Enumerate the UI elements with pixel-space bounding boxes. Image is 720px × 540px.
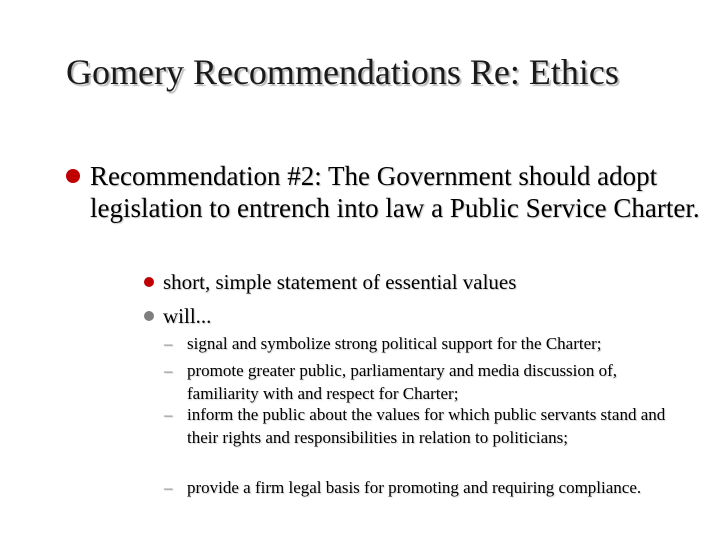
dash-icon: – — [164, 361, 173, 380]
bullet-recommendation — [90, 160, 700, 224]
subbullet-dot-icon — [144, 277, 154, 287]
dash-item-text: signal and symbolize strong political support for the Charter; — [187, 334, 602, 353]
subbullet-dot-icon — [144, 311, 154, 321]
dash-icon: – — [164, 478, 173, 497]
subbullet-text: short, simple statement of essential values — [163, 270, 517, 294]
dash-item-promote — [164, 359, 687, 405]
dash-item-text: provide a firm legal basis for promoting and requiring compliance. — [187, 478, 642, 497]
dash-item-signal — [164, 332, 687, 355]
dash-item-text: promote greater public, parliamentary and media discussion of, familiarity with and respect for Charter; — [187, 361, 618, 403]
bullet-dot-icon — [66, 169, 80, 183]
dash-item-provide — [164, 476, 687, 499]
subbullet-will — [163, 302, 683, 330]
dash-icon: – — [164, 405, 173, 424]
subbullet-text: will... — [163, 304, 212, 328]
slide-title: Gomery Recommendations Re: Ethics — [66, 52, 619, 92]
dash-item-inform — [164, 403, 687, 449]
subbullet-statement — [163, 268, 683, 296]
dash-item-text: inform the public about the values for which public servants stand and their rights and responsibilities in relation to politicians; — [187, 405, 666, 447]
dash-icon: – — [164, 334, 173, 353]
bullet-text: Recommendation #2: The Government should adopt legislation to entrench into law a Public Service Charter. — [90, 161, 700, 223]
